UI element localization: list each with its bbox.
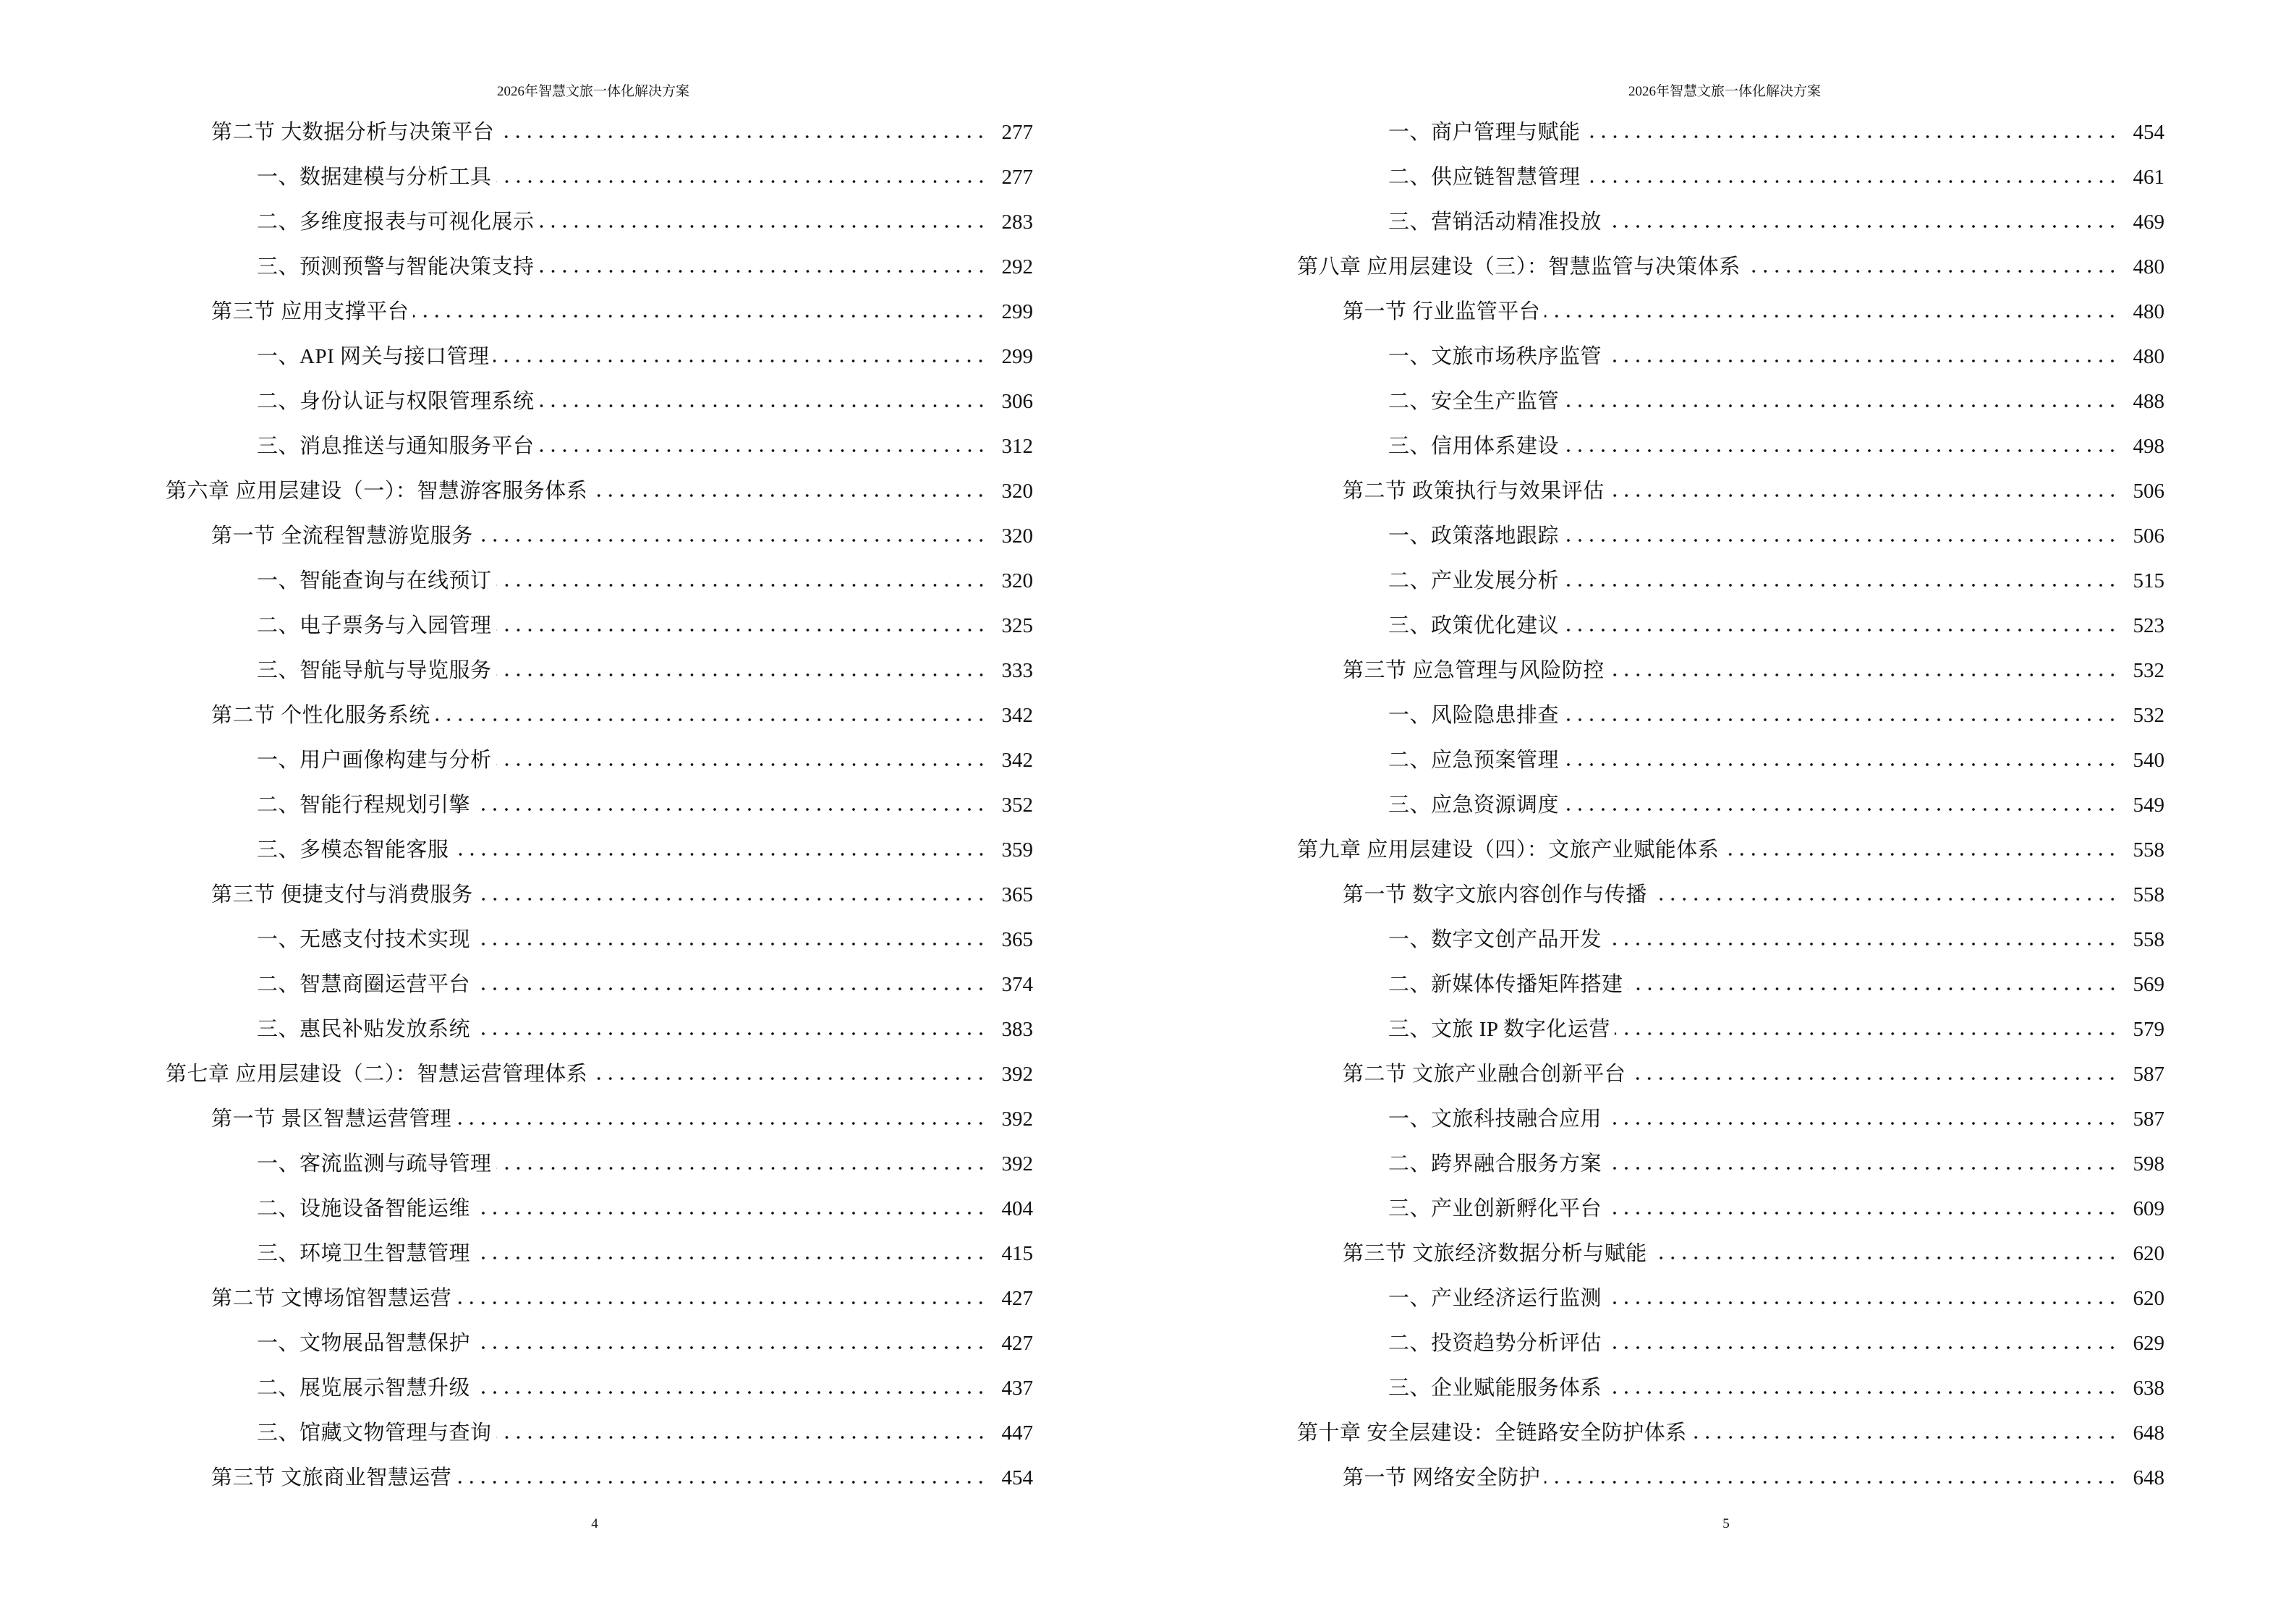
dot-leader	[1563, 447, 2118, 454]
toc-entry-sub[interactable]	[1297, 784, 2164, 829]
toc-entry-title: 一、产业经济运行监测	[1388, 1287, 1602, 1310]
page-number: 5	[1722, 1516, 1730, 1531]
dot-leader	[1606, 940, 2118, 948]
dot-leader	[592, 492, 987, 499]
toc-entry-sub[interactable]	[1297, 1188, 2164, 1233]
dot-leader	[539, 447, 987, 454]
dot-leader	[1563, 537, 2118, 544]
dot-leader	[1563, 582, 2118, 589]
dot-leader	[1606, 1344, 2118, 1351]
toc-entry-page-number: 638	[2133, 1377, 2164, 1400]
dot-leader	[539, 223, 987, 230]
toc-entry-page-number: 620	[2133, 1242, 2164, 1265]
toc-entry-title: 第三节 便捷支付与消费服务	[211, 883, 473, 906]
dot-leader	[1563, 806, 2118, 813]
toc-entry-title: 二、展览展示智慧升级	[257, 1377, 471, 1400]
toc-entry-page-number: 320	[1001, 569, 1033, 592]
dot-leader	[1606, 1165, 2118, 1172]
toc-entry-page-number: 359	[1001, 838, 1033, 862]
toc-entry-title: 第二节 个性化服务系统	[211, 704, 430, 727]
toc-entry-section[interactable]	[166, 515, 1033, 560]
dot-leader	[456, 1479, 987, 1486]
toc-entry-page-number: 506	[2133, 524, 2164, 548]
toc-entry-page-number: 648	[2133, 1466, 2164, 1489]
dot-leader	[496, 178, 987, 185]
toc-entry-page-number: 342	[1001, 704, 1033, 727]
toc-entry-title: 二、新媒体传播矩阵搭建	[1388, 973, 1623, 996]
toc-entry-page-number: 558	[2133, 838, 2164, 862]
toc-entry-page-number: 306	[1001, 390, 1033, 413]
toc-entry-title: 三、预测预警与智能决策支持	[257, 255, 535, 279]
page-number: 4	[591, 1516, 598, 1531]
toc-entry-page-number: 277	[1001, 166, 1033, 189]
toc-entry-page-number: 549	[2133, 794, 2164, 817]
toc-entry-title: 一、数字文创产品开发	[1388, 928, 1602, 951]
toc-entry-title: 三、多模态智能客服	[257, 838, 449, 862]
dot-leader	[1606, 1389, 2118, 1396]
dot-leader	[1606, 1120, 2118, 1127]
toc-entry-title: 一、数据建模与分析工具	[257, 166, 492, 189]
toc-entry-page-number: 454	[2133, 121, 2164, 144]
toc-entry-page-number: 480	[2133, 255, 2164, 279]
toc-entry-sub[interactable]	[1297, 336, 2164, 381]
toc-entry-section[interactable]	[166, 1277, 1033, 1322]
toc-entry-section[interactable]	[1297, 650, 2164, 694]
dot-leader	[413, 313, 987, 320]
toc-entry-page-number: 558	[2133, 883, 2164, 906]
toc-entry-sub[interactable]	[166, 784, 1033, 829]
toc-entry-page-number: 540	[2133, 749, 2164, 772]
toc-entry-title: 三、信用体系建设	[1388, 435, 1560, 458]
dot-leader	[496, 761, 987, 768]
toc-entry-title: 二、应急预案管理	[1388, 749, 1560, 772]
table-of-contents	[1297, 111, 2164, 1502]
dot-leader	[475, 1030, 987, 1037]
toc-entry-title: 三、政策优化建议	[1388, 614, 1560, 637]
toc-entry-page-number: 283	[1001, 211, 1033, 234]
toc-entry-title: 第二节 文旅产业融合创新平台	[1343, 1063, 1626, 1086]
toc-entry-page-number: 480	[2133, 300, 2164, 323]
dot-leader	[1652, 896, 2118, 903]
toc-entry-title: 三、环境卫生智慧管理	[257, 1242, 471, 1265]
toc-entry-sub[interactable]	[166, 560, 1033, 605]
toc-entry-chapter[interactable]	[166, 470, 1033, 515]
dot-leader	[1723, 851, 2118, 858]
toc-entry-page-number: 299	[1001, 300, 1033, 323]
dot-leader	[1563, 402, 2118, 409]
toc-entry-title: 三、馆藏文物管理与查询	[257, 1421, 492, 1445]
toc-entry-page-number: 415	[1001, 1242, 1033, 1265]
dot-leader	[1609, 492, 2118, 499]
toc-entry-title: 二、投资趋势分析评估	[1388, 1332, 1602, 1355]
toc-entry-chapter[interactable]	[1297, 1412, 2164, 1457]
toc-entry-title: 二、设施设备智能运维	[257, 1197, 471, 1220]
toc-entry-title: 二、安全生产监管	[1388, 390, 1560, 413]
toc-entry-page-number: 587	[2133, 1063, 2164, 1086]
toc-entry-section[interactable]	[166, 1098, 1033, 1143]
dot-leader	[456, 1120, 987, 1127]
dot-leader	[1630, 1075, 2118, 1082]
toc-entry-title: 一、政策落地跟踪	[1388, 524, 1560, 548]
toc-entry-section[interactable]	[166, 291, 1033, 336]
toc-entry-section[interactable]	[166, 874, 1033, 919]
toc-entry-chapter[interactable]	[166, 1053, 1033, 1098]
toc-entry-title: 一、智能查询与在线预订	[257, 569, 492, 592]
toc-entry-sub[interactable]	[166, 381, 1033, 425]
toc-entry-title: 一、API 网关与接口管理	[257, 345, 490, 368]
toc-entry-page-number: 648	[2133, 1421, 2164, 1445]
toc-entry-title: 第一节 数字文旅内容创作与传播	[1343, 883, 1647, 906]
dot-leader	[1585, 133, 2118, 140]
toc-entry-section[interactable]	[166, 111, 1033, 156]
dot-leader	[1691, 1434, 2118, 1441]
toc-entry-title: 一、用户画像构建与分析	[257, 749, 492, 772]
toc-entry-page-number: 569	[2133, 973, 2164, 996]
dot-leader	[496, 1434, 987, 1441]
dot-leader	[456, 1299, 987, 1306]
dot-leader	[475, 806, 987, 813]
toc-entry-sub[interactable]	[166, 1188, 1033, 1233]
toc-entry-title: 第三节 文旅商业智慧运营	[211, 1466, 452, 1489]
dot-leader	[1652, 1254, 2118, 1262]
dot-leader	[1585, 178, 2118, 185]
toc-entry-sub[interactable]	[166, 650, 1033, 694]
toc-entry-page-number: 312	[1001, 435, 1033, 458]
toc-entry-title: 第一节 行业监管平台	[1343, 300, 1541, 323]
toc-entry-page-number: 447	[1001, 1421, 1033, 1445]
toc-entry-sub[interactable]	[166, 919, 1033, 964]
dot-leader	[477, 537, 987, 544]
toc-entry-page-number: 342	[1001, 749, 1033, 772]
toc-entry-page-number: 325	[1001, 614, 1033, 637]
toc-entry-page-number: 587	[2133, 1108, 2164, 1131]
toc-entry-title: 三、智能导航与导览服务	[257, 659, 492, 682]
toc-entry-page-number: 392	[1001, 1152, 1033, 1176]
toc-entry-page-number: 392	[1001, 1063, 1033, 1086]
toc-entry-page-number: 461	[2133, 166, 2164, 189]
toc-entry-title: 二、跨界融合服务方案	[1388, 1152, 1602, 1176]
toc-entry-sub[interactable]	[166, 1367, 1033, 1412]
dot-leader	[475, 940, 987, 948]
toc-entry-sub[interactable]	[1297, 560, 2164, 605]
toc-entry-title: 三、营销活动精准投放	[1388, 211, 1602, 234]
toc-entry-sub[interactable]	[1297, 381, 2164, 425]
toc-entry-title: 第八章 应用层建设（三）：智慧监管与决策体系	[1297, 255, 1741, 279]
toc-entry-section[interactable]	[1297, 470, 2164, 515]
toc-entry-title: 第三节 文旅经济数据分析与赋能	[1343, 1242, 1647, 1265]
dot-leader	[1606, 223, 2118, 230]
toc-entry-sub[interactable]	[166, 156, 1033, 201]
toc-entry-page-number: 579	[2133, 1018, 2164, 1041]
toc-entry-title: 第二节 文博场馆智慧运营	[211, 1287, 452, 1310]
toc-entry-page-number: 277	[1001, 121, 1033, 144]
toc-entry-page-number: 515	[2133, 569, 2164, 592]
toc-entry-title: 一、文旅市场秩序监管	[1388, 345, 1602, 368]
toc-entry-sub[interactable]	[1297, 1322, 2164, 1367]
toc-entry-page-number: 523	[2133, 614, 2164, 637]
dot-leader	[539, 268, 987, 275]
toc-entry-page-number: 558	[2133, 928, 2164, 951]
dot-leader	[1615, 1030, 2118, 1037]
dot-leader	[496, 626, 987, 634]
toc-entry-page-number: 506	[2133, 480, 2164, 503]
dot-leader	[1563, 761, 2118, 768]
toc-entry-sub[interactable]	[166, 964, 1033, 1008]
toc-entry-section[interactable]	[1297, 1457, 2164, 1502]
toc-entry-title: 第九章 应用层建设（四）：文旅产业赋能体系	[1297, 838, 1720, 862]
toc-entry-page-number: 469	[2133, 211, 2164, 234]
toc-entry-title: 一、风险隐患排查	[1388, 704, 1560, 727]
dot-leader	[1606, 1299, 2118, 1306]
page-right	[1131, 0, 2274, 1624]
toc-entry-title: 三、消息推送与通知服务平台	[257, 435, 535, 458]
dot-leader	[592, 1075, 987, 1082]
toc-entry-sub[interactable]	[166, 1008, 1033, 1053]
toc-entry-page-number: 480	[2133, 345, 2164, 368]
toc-entry-sub[interactable]	[1297, 964, 2164, 1008]
dot-leader	[496, 1165, 987, 1172]
toc-entry-page-number: 620	[2133, 1287, 2164, 1310]
toc-entry-sub[interactable]	[1297, 1367, 2164, 1412]
dot-leader	[475, 1210, 987, 1217]
toc-entry-title: 一、客流监测与疏导管理	[257, 1152, 492, 1176]
toc-entry-page-number: 374	[1001, 973, 1033, 996]
dot-leader	[1544, 313, 2118, 320]
toc-entry-sub[interactable]	[166, 605, 1033, 650]
toc-entry-title: 第一节 全流程智慧游览服务	[211, 524, 473, 548]
toc-entry-page-number: 427	[1001, 1287, 1033, 1310]
toc-entry-page-number: 532	[2133, 704, 2164, 727]
toc-entry-title: 第三节 应用支撑平台	[211, 300, 409, 323]
dot-leader	[493, 357, 987, 365]
toc-entry-sub[interactable]	[1297, 515, 2164, 560]
toc-entry-section[interactable]	[1297, 874, 2164, 919]
toc-entry-page-number: 598	[2133, 1152, 2164, 1176]
toc-entry-page-number: 299	[1001, 345, 1033, 368]
toc-entry-title: 第十章 安全层建设：全链路安全防护体系	[1297, 1421, 1687, 1445]
toc-entry-title: 三、文旅 IP 数字化运营	[1388, 1018, 1610, 1041]
dot-leader	[477, 896, 987, 903]
toc-entry-title: 三、惠民补贴发放系统	[257, 1018, 471, 1041]
toc-entry-page-number: 333	[1001, 659, 1033, 682]
dot-leader	[1606, 1210, 2118, 1217]
toc-entry-sub[interactable]	[1297, 1008, 2164, 1053]
toc-entry-page-number: 352	[1001, 794, 1033, 817]
toc-entry-sub[interactable]	[1297, 201, 2164, 246]
toc-entry-sub[interactable]	[166, 201, 1033, 246]
dot-leader	[1609, 671, 2118, 679]
toc-entry-page-number: 437	[1001, 1377, 1033, 1400]
toc-entry-sub[interactable]	[1297, 1098, 2164, 1143]
toc-entry-page-number: 365	[1001, 883, 1033, 906]
dot-leader	[1563, 626, 2118, 634]
table-of-contents	[166, 111, 1033, 1502]
dot-leader	[1745, 268, 2118, 275]
toc-entry-title: 二、身份认证与权限管理系统	[257, 390, 535, 413]
toc-entry-title: 二、产业发展分析	[1388, 569, 1560, 592]
toc-entry-sub[interactable]	[1297, 425, 2164, 470]
toc-entry-sub[interactable]	[166, 1412, 1033, 1457]
toc-entry-sub[interactable]	[1297, 605, 2164, 650]
toc-entry-title: 三、应急资源调度	[1388, 794, 1560, 817]
toc-entry-sub[interactable]	[166, 336, 1033, 381]
dot-leader	[498, 133, 987, 140]
toc-entry-title: 一、文旅科技融合应用	[1388, 1108, 1602, 1131]
toc-entry-title: 第二节 大数据分析与决策平台	[211, 121, 495, 144]
toc-entry-chapter[interactable]	[1297, 829, 2164, 874]
toc-entry-section[interactable]	[1297, 1053, 2164, 1098]
toc-entry-title: 一、文物展品智慧保护	[257, 1332, 471, 1355]
toc-entry-sub[interactable]	[166, 1233, 1033, 1277]
toc-entry-sub[interactable]	[1297, 694, 2164, 739]
running-header: 2026年智慧文旅一体化解决方案	[496, 84, 689, 99]
toc-entry-title: 第一节 网络安全防护	[1343, 1466, 1541, 1489]
dot-leader	[1544, 1479, 2118, 1486]
toc-entry-chapter[interactable]	[1297, 246, 2164, 291]
toc-entry-title: 二、电子票务与入园管理	[257, 614, 492, 637]
toc-entry-title: 第六章 应用层建设（一）：智慧游客服务体系	[166, 480, 588, 503]
toc-entry-title: 二、智能行程规划引擎	[257, 794, 471, 817]
toc-entry-page-number: 320	[1001, 480, 1033, 503]
toc-entry-section[interactable]	[166, 694, 1033, 739]
dot-leader	[1563, 716, 2118, 723]
running-header: 2026年智慧文旅一体化解决方案	[1628, 84, 1821, 99]
dot-leader	[475, 1254, 987, 1262]
toc-entry-title: 二、智慧商圈运营平台	[257, 973, 471, 996]
toc-entry-page-number: 629	[2133, 1332, 2164, 1355]
toc-entry-page-number: 383	[1001, 1018, 1033, 1041]
toc-entry-page-number: 498	[2133, 435, 2164, 458]
toc-entry-sub[interactable]	[1297, 919, 2164, 964]
dot-leader	[1606, 357, 2118, 365]
toc-entry-title: 第二节 政策执行与效果评估	[1343, 480, 1605, 503]
dot-leader	[1628, 985, 2118, 992]
dot-leader	[475, 1344, 987, 1351]
toc-entry-title: 第七章 应用层建设（二）：智慧运营管理体系	[166, 1063, 588, 1086]
toc-entry-sub[interactable]	[166, 1322, 1033, 1367]
toc-entry-sub[interactable]	[166, 739, 1033, 784]
toc-entry-page-number: 532	[2133, 659, 2164, 682]
toc-entry-page-number: 609	[2133, 1197, 2164, 1220]
dot-leader	[496, 671, 987, 679]
toc-entry-sub[interactable]	[166, 1143, 1033, 1188]
dot-leader	[475, 1389, 987, 1396]
dot-leader	[496, 582, 987, 589]
toc-entry-title: 第一节 景区智慧运营管理	[211, 1108, 452, 1131]
toc-entry-page-number: 454	[1001, 1466, 1033, 1489]
toc-entry-title: 三、企业赋能服务体系	[1388, 1377, 1602, 1400]
toc-entry-title: 第三节 应急管理与风险防控	[1343, 659, 1605, 682]
dot-leader	[475, 985, 987, 992]
toc-entry-sub[interactable]	[1297, 156, 2164, 201]
dot-leader	[454, 851, 987, 858]
toc-entry-title: 一、无感支付技术实现	[257, 928, 471, 951]
toc-entry-sub[interactable]	[1297, 1143, 2164, 1188]
toc-entry-sub[interactable]	[166, 425, 1033, 470]
toc-entry-title: 二、供应链智慧管理	[1388, 166, 1581, 189]
toc-entry-section[interactable]	[166, 1457, 1033, 1502]
toc-entry-sub[interactable]	[166, 829, 1033, 874]
toc-entry-section[interactable]	[1297, 1233, 2164, 1277]
toc-entry-page-number: 427	[1001, 1332, 1033, 1355]
toc-entry-page-number: 404	[1001, 1197, 1033, 1220]
toc-entry-title: 二、多维度报表与可视化展示	[257, 211, 535, 234]
toc-entry-section[interactable]	[1297, 291, 2164, 336]
toc-entry-title: 一、商户管理与赋能	[1388, 121, 1581, 144]
toc-entry-sub[interactable]	[166, 246, 1033, 291]
toc-entry-page-number: 320	[1001, 524, 1033, 548]
toc-entry-page-number: 488	[2133, 390, 2164, 413]
toc-entry-title: 三、产业创新孵化平台	[1388, 1197, 1602, 1220]
toc-entry-sub[interactable]	[1297, 739, 2164, 784]
dot-leader	[539, 402, 987, 409]
dot-leader	[435, 716, 987, 723]
toc-entry-page-number: 365	[1001, 928, 1033, 951]
toc-entry-sub[interactable]	[1297, 1277, 2164, 1322]
toc-entry-page-number: 292	[1001, 255, 1033, 279]
toc-entry-page-number: 392	[1001, 1108, 1033, 1131]
toc-entry-sub[interactable]	[1297, 111, 2164, 156]
